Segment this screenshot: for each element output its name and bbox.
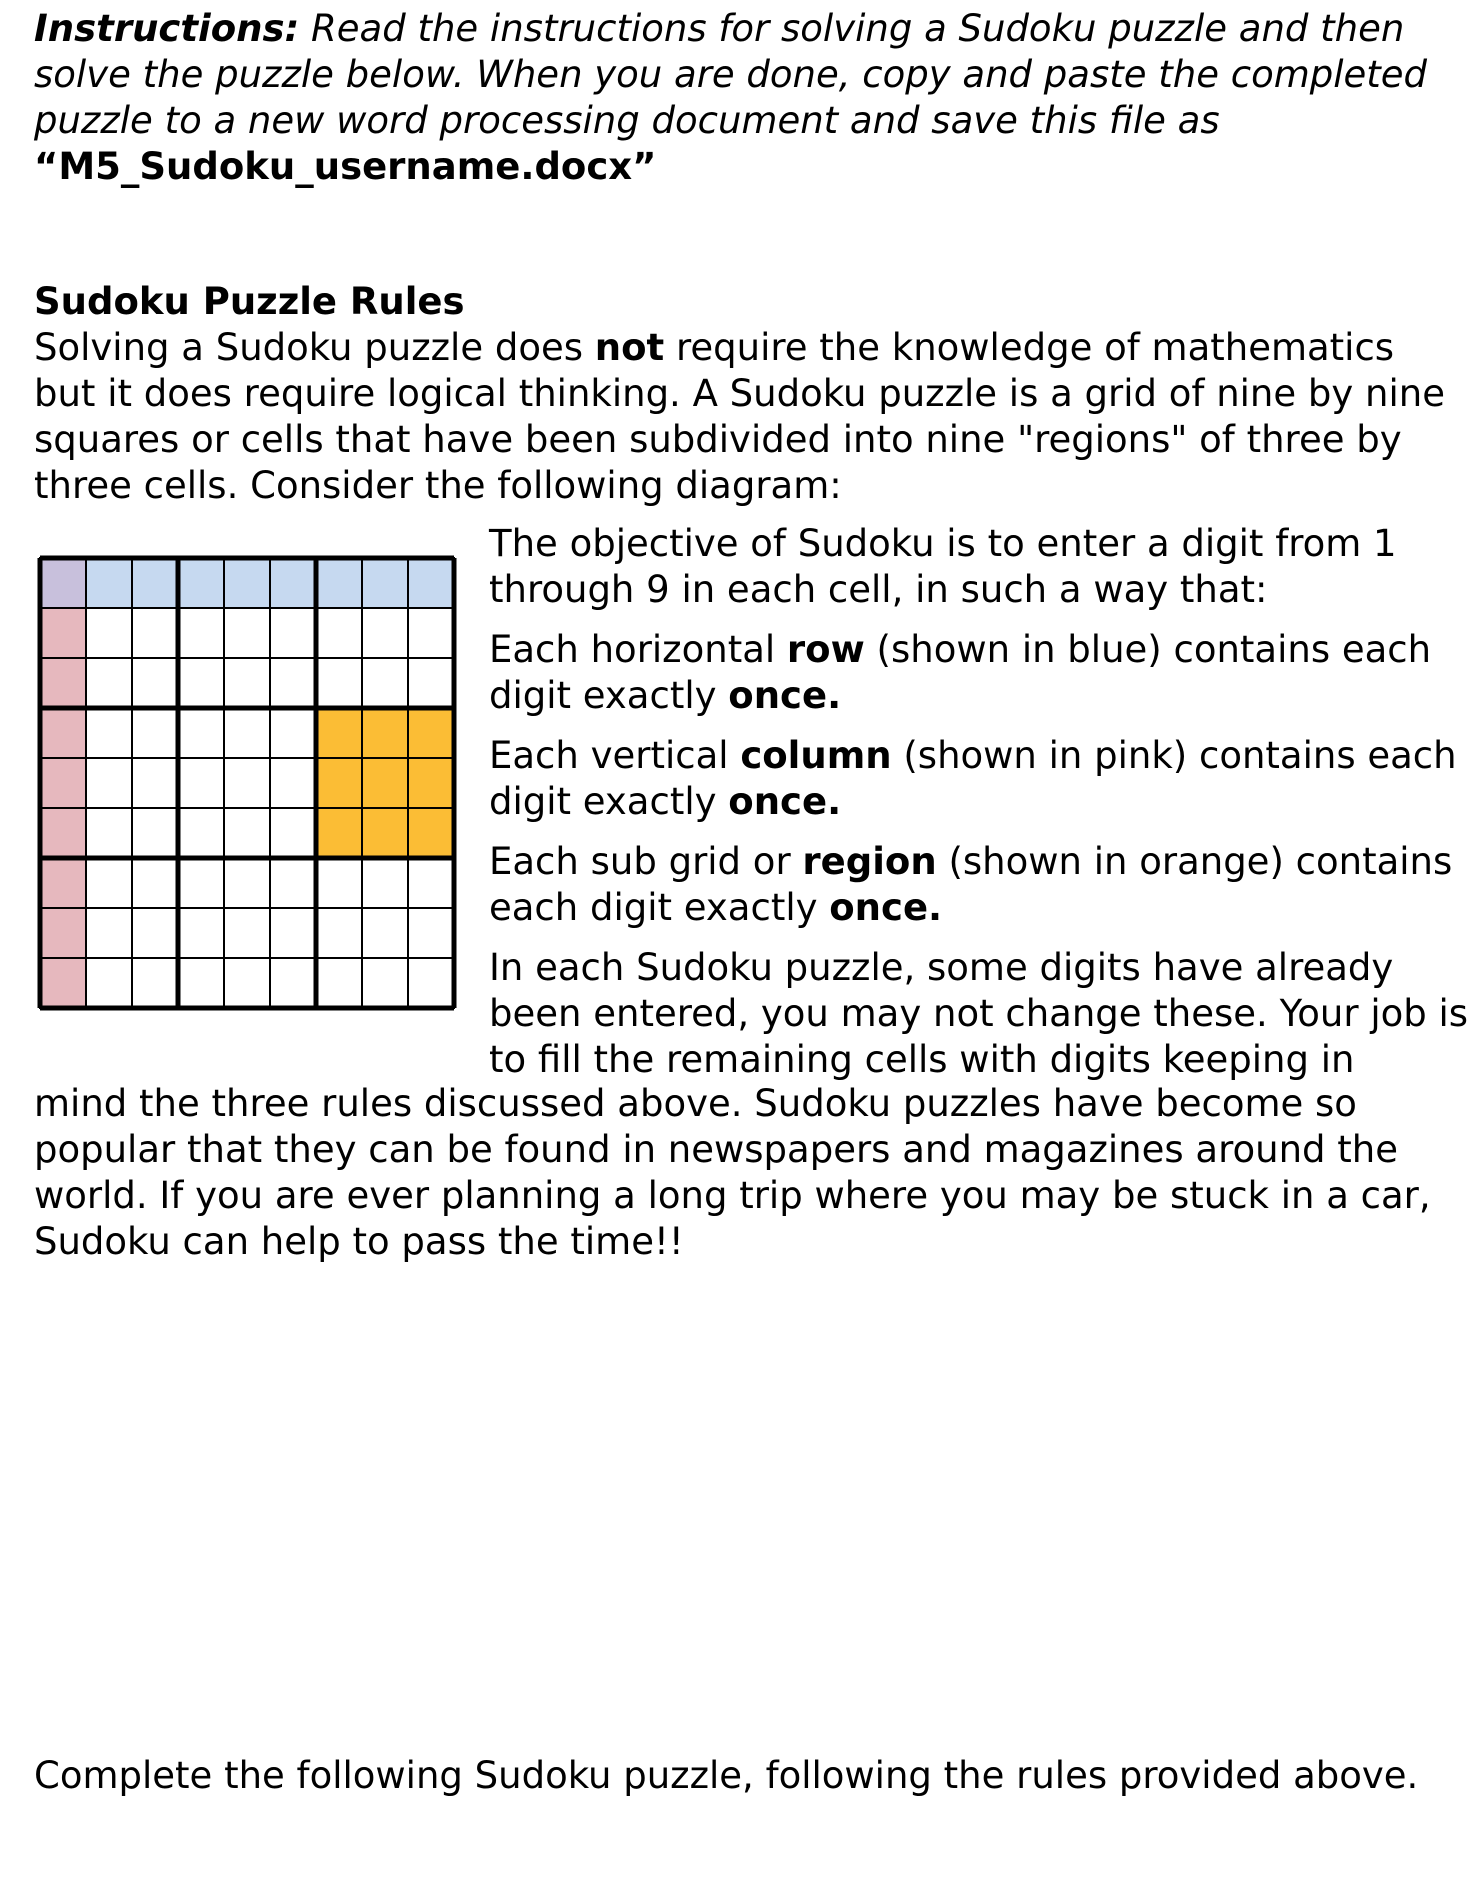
rules-heading: Sudoku Puzzle Rules [34, 280, 465, 323]
sudoku-grid-diagram [37, 555, 457, 1011]
diagram-cell [40, 758, 86, 808]
diagram-cell [178, 558, 224, 608]
diagram-cell [270, 658, 316, 708]
diagram-cell [270, 608, 316, 658]
diagram-cell [316, 808, 362, 858]
diagram-cell [178, 758, 224, 808]
diagram-cell [132, 808, 178, 858]
diagram-cell [316, 858, 362, 908]
diagram-cell [132, 908, 178, 958]
row-rule [489, 627, 1472, 719]
diagram-cell [86, 708, 132, 758]
diagram-cell [86, 608, 132, 658]
diagram-cell [316, 558, 362, 608]
diagram-cell [316, 758, 362, 808]
column-rule-text-2: (shown in pink) contains each digit exactly [489, 734, 1457, 823]
diagram-cell [86, 908, 132, 958]
column-rule-bold: column [740, 734, 892, 777]
diagram-cell [408, 558, 454, 608]
instructions-filename: “M5_Sudoku_username.docx” [34, 145, 657, 188]
diagram-cell [178, 858, 224, 908]
row-rule-text-2: (shown in blue) contains each digit exactly [489, 628, 1432, 717]
diagram-cell [270, 558, 316, 608]
complete-puzzle-prompt: Complete the following Sudoku puzzle, following the rules provided above. [34, 1754, 1419, 1797]
column-rule-text: Each vertical [489, 734, 741, 777]
diagram-cell [316, 608, 362, 658]
diagram-cell [270, 908, 316, 958]
instructions-text: Read the instructions for solving a Sudoku puzzle and then solve the puzzle below. When you are done, copy and paste the completed puzzle to a new word processing document and save this file as [34, 7, 1428, 142]
diagram-cell [224, 858, 270, 908]
diagram-cell [362, 758, 408, 808]
diagram-cell [224, 708, 270, 758]
instructions-paragraph [34, 6, 1444, 190]
diagram-cell [224, 908, 270, 958]
diagram-cell [362, 608, 408, 658]
diagram-cell [40, 608, 86, 658]
rules-intro-text-2: require the knowledge of mathematics but it does require logical thinking. A Sudoku puzzle is a grid of nine by nine squares or cells that have been subdivided into nine "regions" of three by three cells. Consider the following diagram: [34, 326, 1445, 507]
diagram-cell [178, 908, 224, 958]
rules-intro-bold: not [594, 326, 665, 369]
diagram-cell [408, 958, 454, 1008]
diagram-cell [224, 658, 270, 708]
diagram-cell [316, 658, 362, 708]
diagram-cell [316, 958, 362, 1008]
diagram-cell [132, 858, 178, 908]
instructions-lead: Instructions: [34, 7, 300, 50]
rules-intro [34, 325, 1454, 509]
diagram-cell [362, 908, 408, 958]
column-rule-once: once. [728, 780, 842, 823]
diagram-cell [408, 858, 454, 908]
diagram-cell [408, 608, 454, 658]
diagram-cell [270, 758, 316, 808]
sudoku-rules-diagram [37, 555, 457, 1011]
diagram-cell [86, 808, 132, 858]
diagram-cell [40, 658, 86, 708]
diagram-cell [316, 708, 362, 758]
row-rule-once: once. [728, 674, 842, 717]
diagram-cell [224, 958, 270, 1008]
region-rule-once: once. [829, 886, 943, 929]
region-rule-text-2: (shown in orange) contains each digit exactly [489, 840, 1453, 929]
diagram-cell [178, 808, 224, 858]
diagram-cell [408, 758, 454, 808]
diagram-cell [40, 708, 86, 758]
diagram-cell [132, 558, 178, 608]
diagram-cell [178, 608, 224, 658]
diagram-cell [224, 558, 270, 608]
diagram-cell [86, 558, 132, 608]
diagram-cell [408, 708, 454, 758]
diagram-cell [270, 858, 316, 908]
diagram-cell [362, 558, 408, 608]
diagram-cell [362, 708, 408, 758]
diagram-cell [362, 958, 408, 1008]
diagram-cell [40, 808, 86, 858]
diagram-cell [86, 858, 132, 908]
diagram-cell [40, 908, 86, 958]
diagram-cell [362, 658, 408, 708]
objective-paragraph: The objective of Sudoku is to enter a digit from 1 through 9 in each cell, in such a way that: [489, 522, 1397, 611]
diagram-cell [270, 708, 316, 758]
diagram-cell [270, 808, 316, 858]
diagram-cell [132, 708, 178, 758]
rules-intro-text: Solving a Sudoku puzzle does [34, 326, 595, 369]
diagram-cell [40, 858, 86, 908]
diagram-cell [132, 658, 178, 708]
diagram-cell [40, 558, 86, 608]
diagram-cell [408, 808, 454, 858]
closing-paragraph: In each Sudoku puzzle, some digits have already been entered, you may not change these. Your job is to fill the remaining cells with digits keeping in [489, 946, 1469, 1081]
diagram-cell [362, 858, 408, 908]
region-rule [489, 839, 1472, 931]
diagram-cell [408, 908, 454, 958]
diagram-cell [224, 608, 270, 658]
rules-right-column [489, 521, 1472, 1083]
diagram-cell [86, 658, 132, 708]
row-rule-text: Each horizontal [489, 628, 787, 671]
diagram-cell [86, 758, 132, 808]
region-rule-bold: region [802, 840, 937, 883]
diagram-cell [224, 808, 270, 858]
diagram-cell [408, 658, 454, 708]
diagram-cell [270, 958, 316, 1008]
diagram-cell [224, 758, 270, 808]
diagram-cell [86, 958, 132, 1008]
diagram-cell [132, 608, 178, 658]
closing-paragraph-continued: mind the three rules discussed above. Sudoku puzzles have become so popular that they can be found in newspapers and magazines around the world. If you are ever planning a long trip where you may be stuck in a car, Sudoku can help to pass the time!! [34, 1082, 1431, 1263]
diagram-cell [40, 958, 86, 1008]
diagram-cell [178, 658, 224, 708]
column-rule [489, 733, 1472, 825]
diagram-cell [178, 958, 224, 1008]
diagram-cell [178, 708, 224, 758]
row-rule-bold: row [786, 628, 865, 671]
diagram-cell [132, 758, 178, 808]
diagram-cell [362, 808, 408, 858]
diagram-cell [132, 958, 178, 1008]
region-rule-text: Each sub grid or [489, 840, 803, 883]
diagram-cell [316, 908, 362, 958]
